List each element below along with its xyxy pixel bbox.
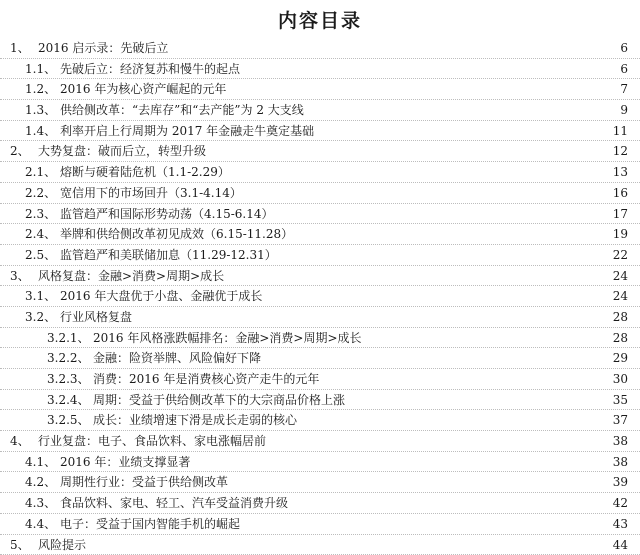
toc-entry-number: 4.2、 (25, 472, 56, 493)
toc-entry[interactable] (0, 286, 640, 307)
toc-entry-page: 28 (613, 328, 628, 349)
toc-entry-label: 大势复盘：破而后立，转型升级 (38, 141, 206, 162)
toc-entry-page: 6 (620, 59, 628, 80)
toc-entry-number: 3.2.4、 (47, 390, 90, 411)
toc-entry-label: 宽信用下的市场回升（3.1-4.14） (60, 183, 242, 204)
toc-entry[interactable] (0, 390, 640, 411)
toc-entry-label: 先破后立：经济复苏和慢牛的起点 (60, 59, 240, 80)
toc-entry[interactable] (0, 79, 640, 100)
toc-entry-page: 37 (613, 410, 628, 431)
toc-entry[interactable] (0, 162, 640, 183)
toc-entry-page: 22 (613, 245, 628, 266)
toc-entry-number: 4.4、 (25, 514, 56, 535)
toc-entry-label: 风格复盘：金融>消费>周期>成长 (38, 266, 224, 287)
toc-entry-label: 2016 启示录：先破后立 (38, 38, 168, 59)
toc-entry-number: 3.2、 (25, 307, 56, 328)
toc-entry-number: 2.1、 (25, 162, 56, 183)
toc-entry-label: 利率开启上行周期为 2017 年金融走牛奠定基础 (60, 121, 314, 142)
toc-entry[interactable] (0, 307, 640, 328)
toc-list (0, 38, 640, 555)
toc-entry-label: 2016 年大盘优于小盘、金融优于成长 (60, 286, 262, 307)
toc-entry-number: 4.3、 (25, 493, 56, 514)
toc-entry-page: 29 (613, 348, 628, 369)
toc-entry[interactable] (0, 514, 640, 535)
toc-entry-label: 食品饮料、家电、轻工、汽车受益消费升级 (60, 493, 288, 514)
toc-entry-number: 1、 (10, 38, 30, 59)
toc-entry[interactable] (0, 38, 640, 59)
toc-entry-page: 24 (613, 286, 628, 307)
toc-entry-number: 2、 (10, 141, 30, 162)
toc-entry-page: 24 (613, 266, 628, 287)
toc-entry-number: 3.2.2、 (47, 348, 90, 369)
toc-entry[interactable] (0, 224, 640, 245)
toc-entry-page: 30 (613, 369, 628, 390)
toc-entry[interactable] (0, 472, 640, 493)
toc-entry-number: 3.2.1、 (47, 328, 90, 349)
toc-entry-label: 行业复盘：电子、食品饮料、家电涨幅居前 (38, 431, 266, 452)
toc-entry-number: 1.1、 (25, 59, 56, 80)
toc-entry[interactable] (0, 204, 640, 225)
toc-entry-page: 39 (613, 472, 628, 493)
toc-entry-label: 行业风格复盘 (60, 307, 132, 328)
toc-entry[interactable] (0, 100, 640, 121)
toc-entry-label: 风险提示 (38, 535, 86, 555)
toc-entry[interactable] (0, 59, 640, 80)
toc-entry-page: 42 (613, 493, 628, 514)
toc-entry-page: 11 (613, 121, 628, 142)
toc-entry-page: 9 (620, 100, 628, 121)
toc-entry-page: 19 (613, 224, 628, 245)
toc-entry-label: 2016 年为核心资产崛起的元年 (60, 79, 226, 100)
toc-entry-label: 电子：受益于国内智能手机的崛起 (60, 514, 240, 535)
toc-entry-number: 3.2.3、 (47, 369, 90, 390)
toc-entry-page: 43 (613, 514, 628, 535)
toc-title: 内容目录 (0, 6, 640, 33)
toc-entry-label: 周期性行业：受益于供给侧改革 (60, 472, 228, 493)
toc-entry-page: 44 (613, 535, 628, 555)
toc-entry[interactable] (0, 245, 640, 266)
toc-entry-page: 16 (613, 183, 628, 204)
toc-entry-page: 35 (613, 390, 628, 411)
toc-entry-label: 金融：险资举牌、风险偏好下降 (93, 348, 261, 369)
toc-entry[interactable] (0, 535, 640, 555)
toc-entry[interactable] (0, 328, 640, 349)
toc-entry-number: 5、 (10, 535, 30, 555)
toc-entry-number: 3.1、 (25, 286, 56, 307)
toc-entry-label: 监管趋严和国际形势动荡（4.15-6.14） (60, 204, 274, 225)
toc-entry-number: 1.4、 (25, 121, 56, 142)
toc-entry-page: 6 (620, 38, 628, 59)
toc-entry[interactable] (0, 452, 640, 473)
toc-entry-number: 2.3、 (25, 204, 56, 225)
toc-entry[interactable] (0, 348, 640, 369)
toc-entry-page: 7 (620, 79, 628, 100)
toc-entry-number: 3、 (10, 266, 30, 287)
toc-entry[interactable] (0, 493, 640, 514)
toc-entry-label: 2016 年：业绩支撑显著 (60, 452, 190, 473)
toc-entry[interactable] (0, 431, 640, 452)
toc-entry-label: 消费：2016 年是消费核心资产走牛的元年 (93, 369, 319, 390)
toc-entry[interactable] (0, 369, 640, 390)
toc-entry-page: 17 (613, 204, 628, 225)
toc-entry[interactable] (0, 141, 640, 162)
toc-entry-page: 38 (613, 452, 628, 473)
toc-entry-label: 监管趋严和美联储加息（11.29-12.31） (60, 245, 277, 266)
toc-entry[interactable] (0, 121, 640, 142)
toc-entry-number: 2.4、 (25, 224, 56, 245)
toc-entry-label: 熔断与硬着陆危机（1.1-2.29） (60, 162, 230, 183)
toc-entry-page: 13 (613, 162, 628, 183)
toc-entry-page: 12 (613, 141, 628, 162)
toc-entry-label: 2016 年风格涨跌幅排名：金融>消费>周期>成长 (93, 328, 362, 349)
toc-entry-label: 成长：业绩增速下滑是成长走弱的核心 (93, 410, 297, 431)
toc-entry[interactable] (0, 183, 640, 204)
toc-entry-number: 2.5、 (25, 245, 56, 266)
toc-entry-number: 4.1、 (25, 452, 56, 473)
toc-entry[interactable] (0, 410, 640, 431)
toc-entry-label: 周期：受益于供给侧改革下的大宗商品价格上涨 (93, 390, 345, 411)
toc-entry-number: 4、 (10, 431, 30, 452)
toc-entry-number: 1.3、 (25, 100, 56, 121)
toc-entry-number: 2.2、 (25, 183, 56, 204)
toc-entry-label: 举牌和供给侧改革初见成效（6.15-11.28） (60, 224, 293, 245)
toc-entry-number: 3.2.5、 (47, 410, 90, 431)
toc-entry-number: 1.2、 (25, 79, 56, 100)
toc-entry-page: 28 (613, 307, 628, 328)
toc-entry-page: 38 (613, 431, 628, 452)
toc-entry[interactable] (0, 266, 640, 287)
toc-entry-label: 供给侧改革：“去库存”和“去产能”为 2 大支线 (60, 100, 304, 121)
